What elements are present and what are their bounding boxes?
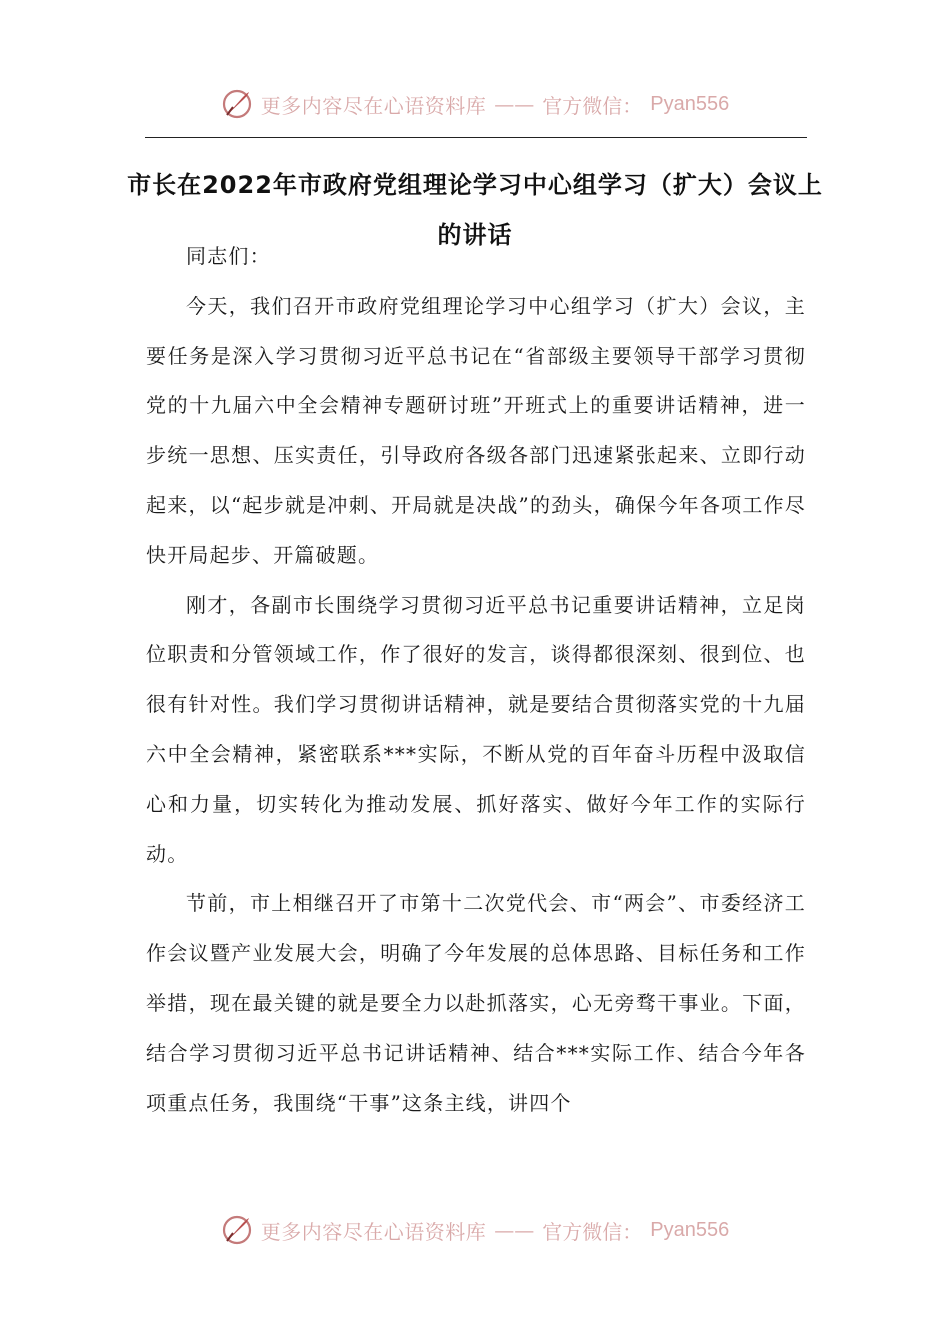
paragraph: 节前，市上相继召开了市第十二次党代会、市“两会”、市委经济工作会议暨产业发展大会，明确了今年发展的总体思路、目标任务和工作举措，现在最关键的就是要全力以赴抓落实，心无旁骛干事业。下面，结合学习贯彻习近平总书记讲话精神、结合***实际工作、结合今年各项重点任务，我围绕“干事”这条主线，讲四个	[146, 891, 806, 1115]
watermark-wechat-label: 官方微信：	[542, 1219, 643, 1244]
watermark-wechat-label: 官方微信：	[542, 93, 643, 118]
watermark-wechat-id: Pyan556	[650, 1218, 730, 1241]
document-title: 市长在2022年市政府党组理论学习中心组学习（扩大）会议上的讲话	[127, 171, 823, 249]
footer-watermark	[0, 1210, 950, 1250]
header-watermark	[0, 84, 950, 124]
paragraph: 刚才，各副市长围绕学习贯彻习近平总书记重要讲话精神，立足岗位职责和分管领域工作，作了很好的发言，谈得都很深刻、很到位、也很有针对性。我们学习贯彻讲话精神，就是要结合贯彻落实党的十九届六中全会精神，紧密联系***实际，不断从党的百年奋斗历程中汲取信心和力量，切实转化为推动发展、抓好落实、做好今年工作的实际行动。	[146, 592, 806, 866]
watermark-separator: ——	[494, 1218, 535, 1242]
watermark-wechat-id: Pyan556	[650, 92, 730, 115]
paragraph: 今天，我们召开市政府党组理论学习中心组学习（扩大）会议，主要任务是深入学习贯彻习近平总书记在“省部级主要领导干部学习贯彻党的十九届六中全会精神专题研讨班”开班式上的重要讲话精神，进一步统一思想、压实责任，引导政府各级各部门迅速紧张起来、立即行动起来，以“起步就是冲刺、开局就是决战”的劲头，确保今年各项工作尽快开局起步、开篇破题。	[146, 293, 806, 567]
watermark-text: 更多内容尽在心语资料库	[260, 1219, 487, 1244]
quill-logo-icon	[221, 88, 253, 120]
watermark-text: 更多内容尽在心语资料库	[260, 93, 487, 118]
document-body	[146, 232, 806, 1128]
quill-logo-icon	[221, 1214, 253, 1246]
salutation: 同志们：	[186, 244, 271, 268]
header-divider	[145, 137, 807, 138]
watermark-separator: ——	[494, 92, 535, 116]
